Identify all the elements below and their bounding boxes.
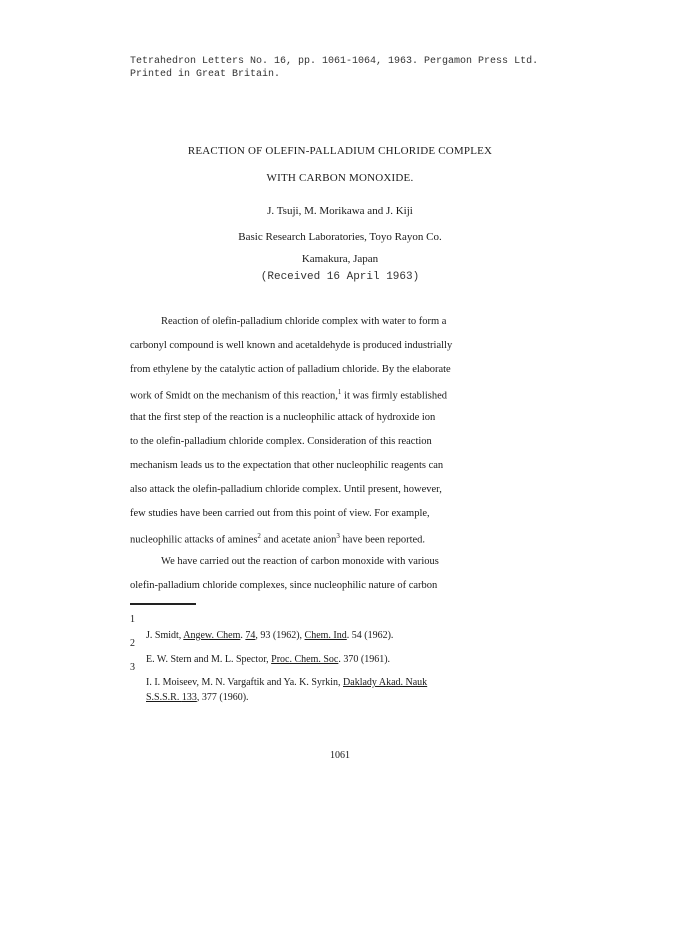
body-text: it was firmly established	[341, 390, 447, 402]
footnote-3-line2	[146, 692, 249, 703]
body-line	[130, 532, 425, 546]
footnote-ref: 1	[337, 388, 342, 396]
article-title-line2: WITH CARBON MONOXIDE.	[266, 172, 414, 184]
body-line: Reaction of olefin-palladium chloride complex with water to form a	[161, 316, 447, 327]
footnote-text: , 377 (1960).	[196, 692, 249, 703]
page-number: 1061	[330, 750, 350, 761]
body-line: from ethylene by the catalytic action of palladium chloride. By the elaborate	[130, 364, 451, 375]
journal-name: Proc. Chem. Soc	[271, 654, 339, 665]
footnote-3-line1	[146, 677, 427, 688]
body-line: carbonyl compound is well known and acetaldehyde is produced industrially	[130, 340, 453, 351]
footnote-text: , 93 (1962),	[255, 630, 305, 641]
received-date: (Received 16 April 1963)	[260, 271, 420, 283]
footnote-ref: 2	[257, 532, 261, 540]
location: Kamakura, Japan	[301, 253, 379, 265]
journal-header	[130, 55, 538, 81]
journal-name: Daklady Akad. Nauk	[343, 677, 428, 688]
article-title-line1: REACTION OF OLEFIN-PALLADIUM CHLORIDE COMPLEX	[187, 145, 493, 157]
footnote-2	[146, 654, 390, 665]
body-text: work of Smidt on the mechanism of this reaction,	[130, 390, 338, 402]
footnote-text: .	[240, 630, 246, 641]
printed-in: Printed in Great Britain.	[130, 69, 281, 80]
journal-name: S.S.S.R.	[146, 692, 182, 703]
body-text: and acetate anion	[260, 534, 337, 546]
body-line: olefin-palladium chloride complexes, since nucleophilic nature of carbon	[130, 580, 438, 591]
body-line: mechanism leads us to the expectation that other nucleophilic reagents can	[130, 460, 444, 471]
journal-name: Chem. Ind	[304, 630, 347, 641]
footnote-ref: 3	[336, 532, 340, 540]
footnote-text: . 54 (1962).	[346, 630, 394, 641]
body-text: nucleophilic attacks of amines	[130, 534, 258, 546]
body-line: We have carried out the reaction of carbon monoxide with various	[161, 556, 439, 567]
footnote-1	[146, 630, 393, 641]
footnote-rule	[130, 603, 196, 605]
authors: J. Tsuji, M. Morikawa and J. Kiji	[267, 205, 413, 217]
body-line: few studies have been carried out from this point of view. For example,	[130, 508, 430, 519]
footnote-number: 2	[130, 638, 135, 649]
body-line: that the first step of the reaction is a nucleophilic attack of hydroxide ion	[130, 412, 436, 423]
body-line	[130, 388, 447, 402]
journal-name: Angew. Chem	[183, 630, 241, 641]
footnote-text: . 370 (1961).	[338, 654, 391, 665]
volume: 133	[181, 692, 197, 703]
affiliation: Basic Research Laboratories, Toyo Rayon Co.	[238, 231, 442, 243]
footnote-text: I. I. Moiseev, M. N. Vargaftik and Ya. K. Syrkin,	[146, 677, 344, 688]
body-line: to the olefin-palladium chloride complex. Consideration of this reaction	[130, 436, 432, 447]
footnote-number: 3	[130, 662, 135, 673]
footnote-text: E. W. Stern and M. L. Spector,	[146, 654, 272, 665]
footnote-text: J. Smidt,	[146, 630, 184, 641]
footnote-number: 1	[130, 614, 135, 625]
volume: 74	[245, 630, 256, 641]
journal-citation: Tetrahedron Letters No. 16, pp. 1061-1064, 1963. Pergamon Press Ltd.	[130, 56, 539, 67]
body-line: also attack the olefin-palladium chloride complex. Until present, however,	[130, 484, 442, 495]
body-text: have been reported.	[339, 534, 426, 546]
